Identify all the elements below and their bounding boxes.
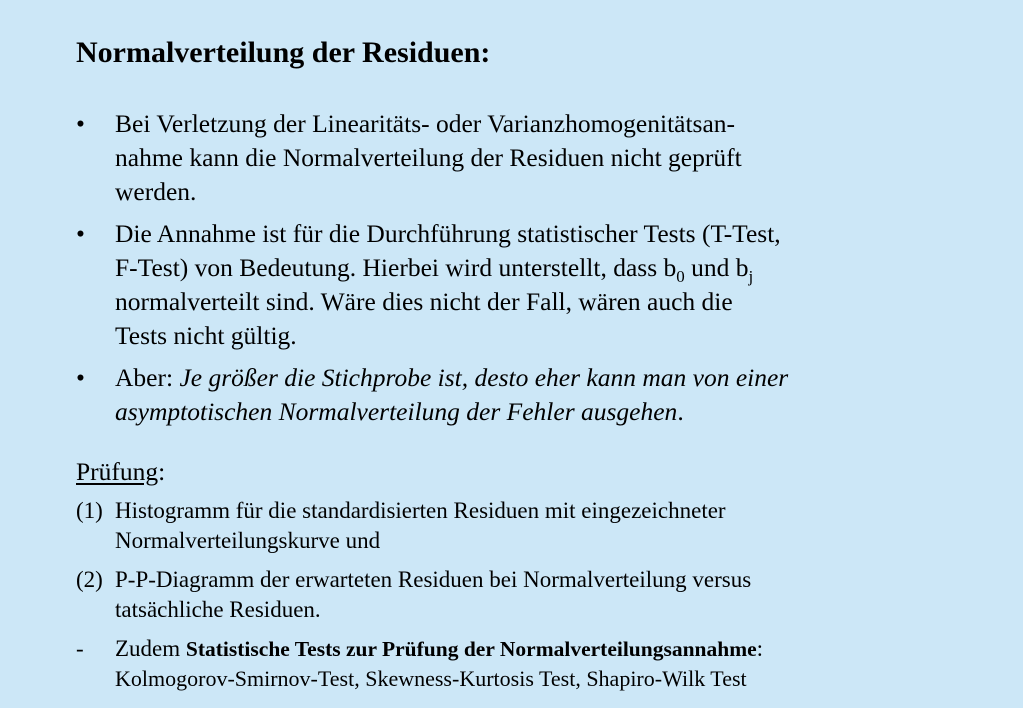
slide-title: Normalverteilung der Residuen:: [76, 36, 491, 69]
check-heading-underlined: Prüfung: [76, 457, 159, 486]
bullet-2-line-1: Die Annahme ist für die Durchführung statistischer Tests (T-Test,: [115, 219, 781, 248]
bullet-list: [76, 107, 976, 437]
bullet-3-italic-1: Je größer die Stichprobe ist, desto eher kann man von einer: [179, 363, 789, 392]
step-2-marker: (2): [76, 567, 103, 592]
bullet-1-line-2: nahme kann die Normalverteilung der Residuen nicht geprüft: [115, 143, 742, 172]
step-3-bold: Statistische Tests zur Prüfung der Normalverteilungsannahme: [185, 637, 757, 661]
bullet-marker: •: [76, 109, 85, 138]
step-item-3: [76, 634, 996, 694]
bullet-3-italic-2: asymptotischen Normalverteilung der Fehler ausgehen: [115, 397, 678, 426]
bullet-2-line-2-text-b: und b: [684, 253, 749, 282]
step-3-line-2: Kolmogorov-Smirnov-Test, Skewness-Kurtosis Test, Shapiro-Wilk Test: [115, 666, 747, 691]
bullet-2-line-2: [115, 251, 976, 285]
subscript-j: j: [748, 267, 754, 286]
step-item-2: [76, 565, 996, 625]
bullet-marker: •: [76, 363, 85, 392]
check-heading: [76, 456, 165, 488]
step-2-line-1: P-P-Diagramm der erwarteten Residuen bei Normalverteilung versus: [115, 567, 752, 592]
bullet-1-line-1: Bei Verletzung der Linearitäts- oder Varianzhomogenitätsan-: [115, 109, 736, 138]
bullet-marker: •: [76, 219, 85, 248]
bullet-3-prefix: Aber:: [115, 363, 180, 392]
step-1-line-2: Normalverteilungskurve und: [115, 528, 381, 553]
bullet-1-line-3: werden.: [115, 177, 197, 206]
step-item-1: [76, 496, 996, 556]
bullet-2-line-2-text-a: F-Test) von Bedeutung. Hierbei wird unterstellt, dass b: [115, 253, 677, 282]
bullet-item-1: [76, 107, 976, 209]
bullet-2-line-4: Tests nicht gültig.: [115, 321, 297, 350]
check-heading-colon: :: [158, 457, 166, 486]
bullet-item-2: [76, 217, 976, 353]
bullet-3-end: .: [677, 397, 684, 426]
step-1-line-1: Histogramm für die standardisierten Residuen mit eingezeichneter: [115, 498, 726, 523]
bullet-3-line-2: [115, 395, 976, 429]
subscript-0: 0: [676, 267, 685, 286]
step-2-line-2: tatsächliche Residuen.: [115, 597, 321, 622]
step-3-line-1: [115, 634, 996, 664]
step-1-marker: (1): [76, 498, 103, 523]
step-3-colon: :: [756, 636, 764, 661]
check-steps: [76, 496, 996, 703]
step-3-prefix: Zudem: [115, 636, 186, 661]
step-3-marker: -: [76, 636, 84, 661]
bullet-3-line-1: [115, 361, 976, 395]
bullet-2-line-3: normalverteilt sind. Wäre dies nicht der Fall, wären auch die: [115, 287, 733, 316]
bullet-item-3: [76, 361, 976, 429]
